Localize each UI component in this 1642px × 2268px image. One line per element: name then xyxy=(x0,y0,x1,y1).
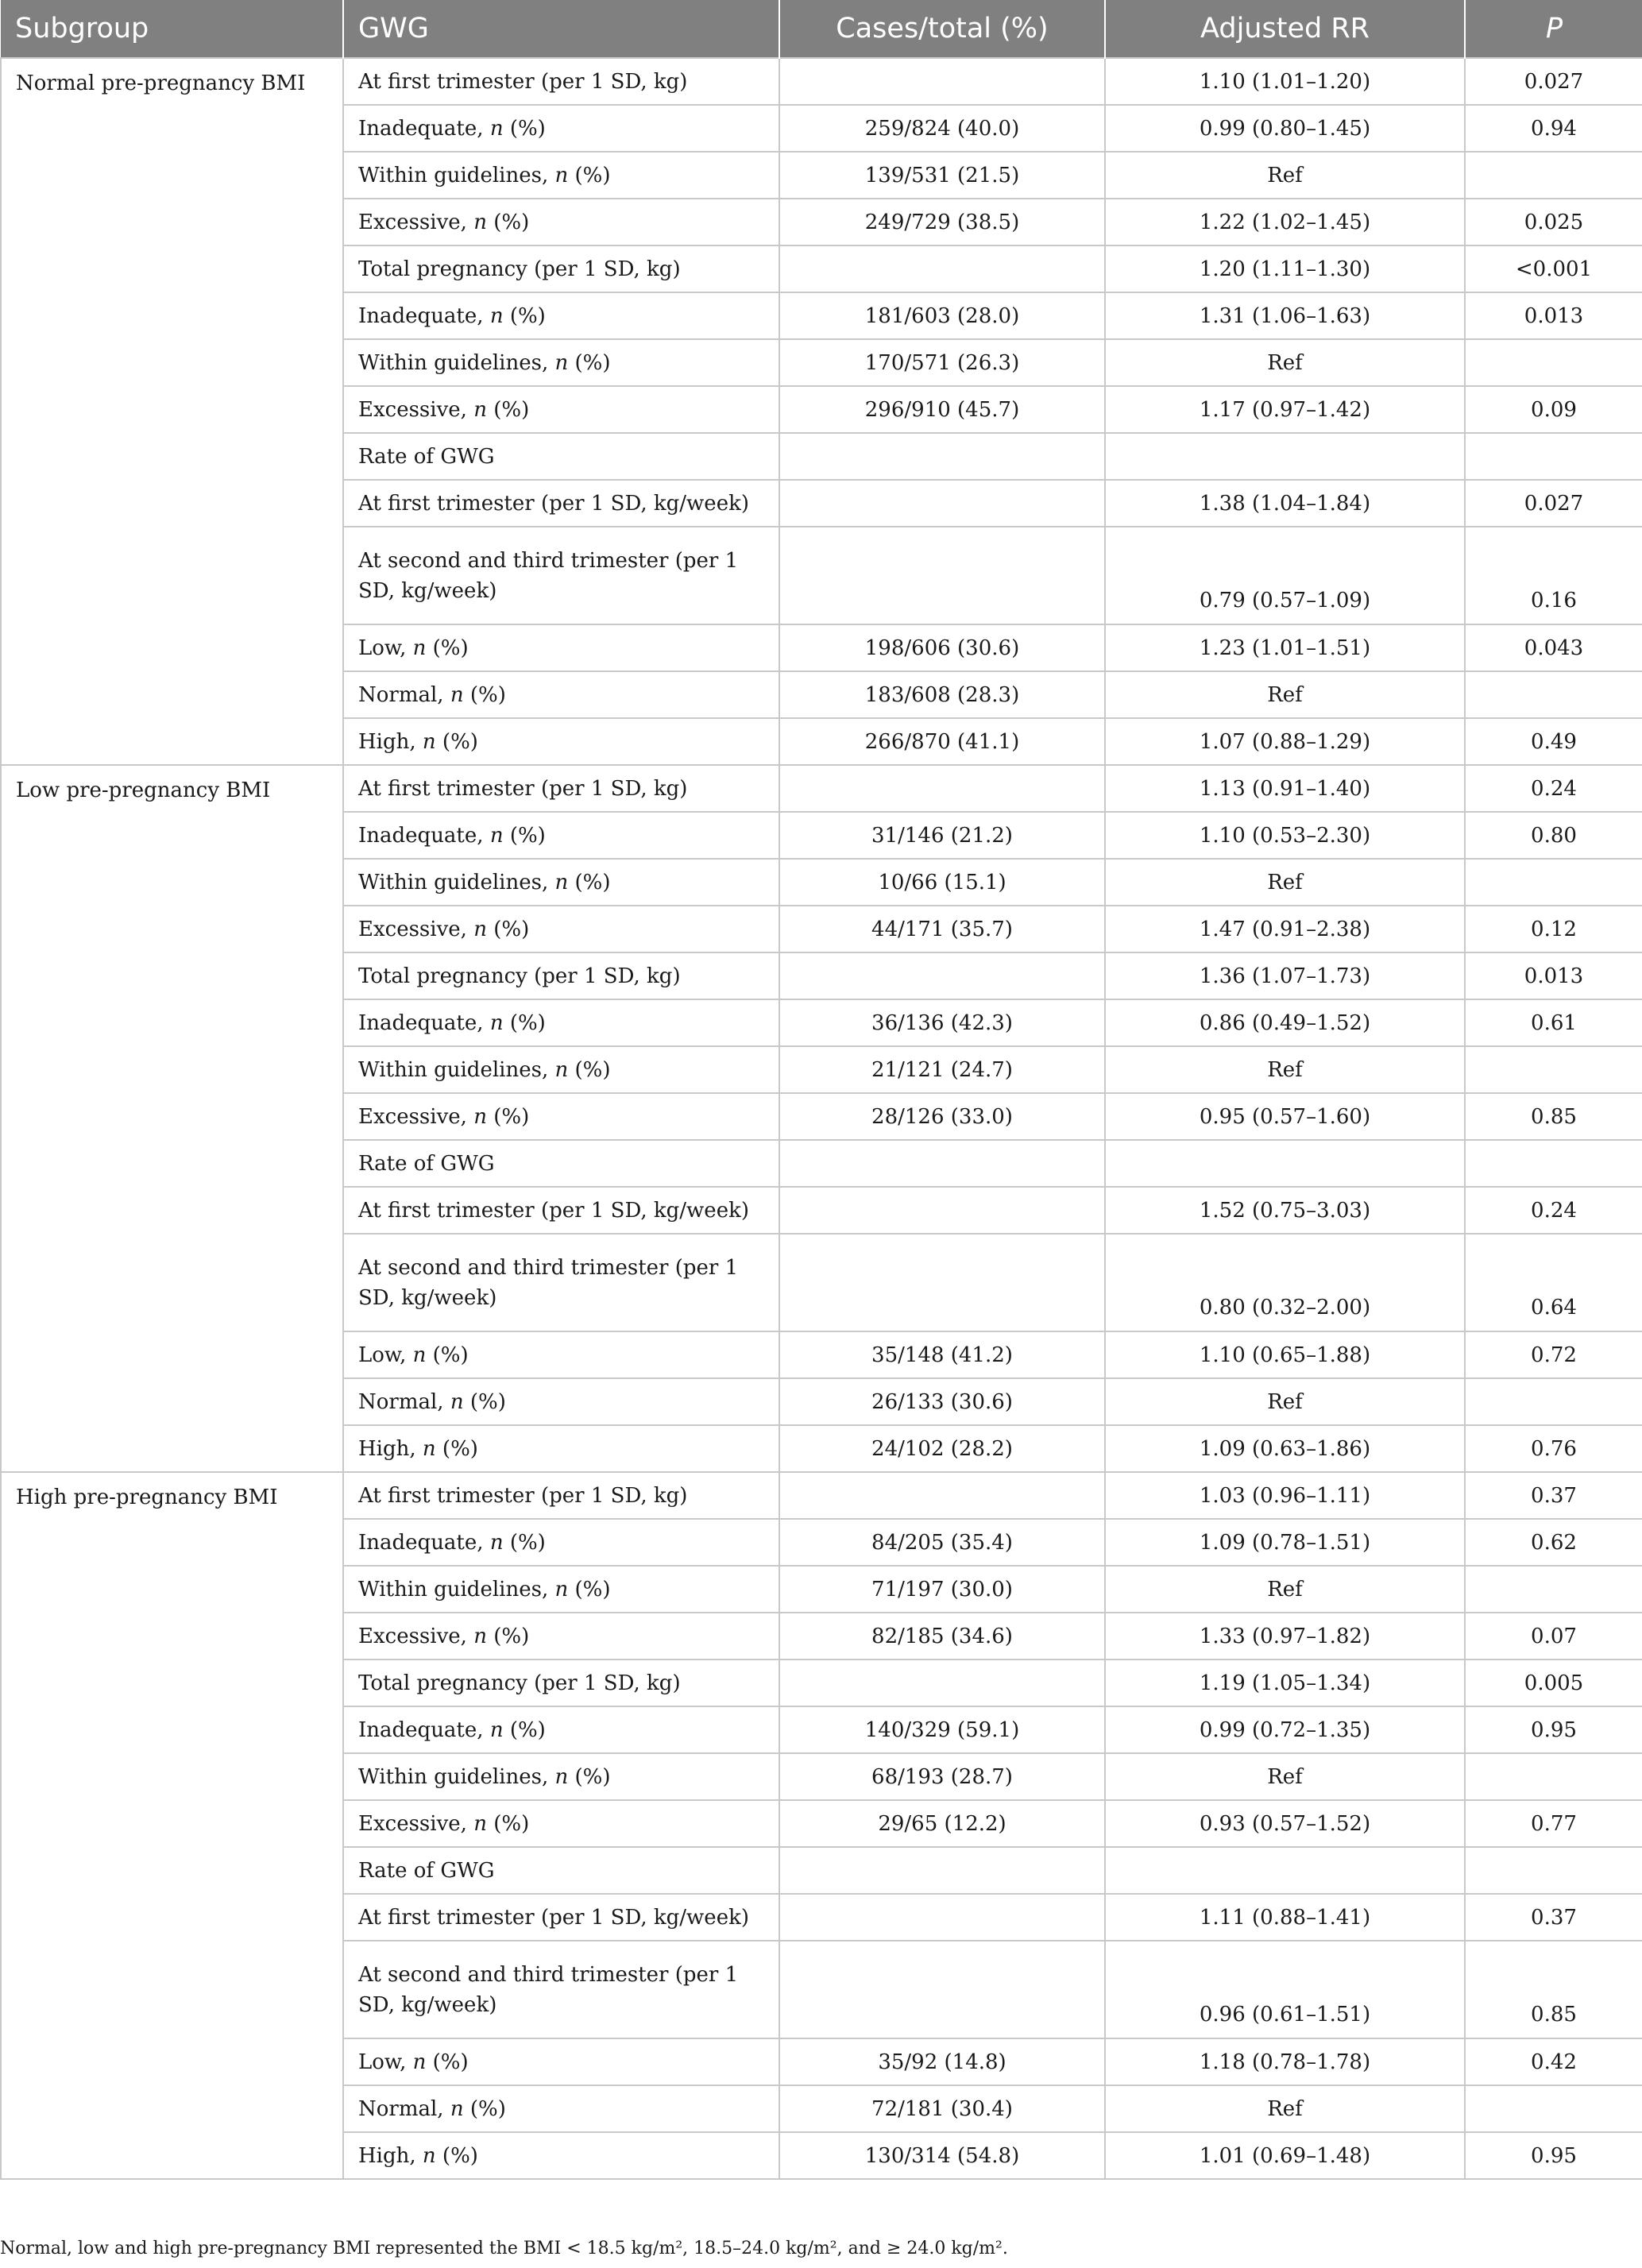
p-value-cell: 0.76 xyxy=(1465,1425,1642,1472)
p-value-cell xyxy=(1465,859,1642,906)
cases-total-cell xyxy=(779,1187,1105,1234)
adjusted-rr-cell: 1.10 (1.01–1.20) xyxy=(1105,58,1465,105)
cases-total-cell: 28/126 (33.0) xyxy=(779,1093,1105,1140)
gwg-label-cell: At first trimester (per 1 SD, kg) xyxy=(343,1472,779,1519)
gwg-label-cell: Inadequate, n (%) xyxy=(343,812,779,859)
subgroup-cell: Low pre-pregnancy BMI xyxy=(1,765,343,1472)
gwg-label-cell: Total pregnancy (per 1 SD, kg) xyxy=(343,1659,779,1706)
gwg-label-cell: Excessive, n (%) xyxy=(343,1800,779,1847)
p-value-cell: 0.16 xyxy=(1465,527,1642,624)
cases-total-cell: 24/102 (28.2) xyxy=(779,1425,1105,1472)
p-value-cell: 0.013 xyxy=(1465,292,1642,339)
p-value-cell: 0.043 xyxy=(1465,624,1642,671)
p-value-cell: 0.72 xyxy=(1465,1331,1642,1378)
p-value-cell: 0.027 xyxy=(1465,58,1642,105)
gwg-label-cell: Rate of GWG xyxy=(343,1847,779,1894)
cases-total-cell: 82/185 (34.6) xyxy=(779,1613,1105,1659)
header-p-value: P xyxy=(1465,0,1642,58)
adjusted-rr-cell: 1.33 (0.97–1.82) xyxy=(1105,1613,1465,1659)
adjusted-rr-cell: 0.80 (0.32–2.00) xyxy=(1105,1234,1465,1331)
gwg-label-cell: Excessive, n (%) xyxy=(343,906,779,952)
cases-total-cell xyxy=(779,1472,1105,1519)
cases-total-cell: 71/197 (30.0) xyxy=(779,1566,1105,1613)
cases-total-cell: 35/148 (41.2) xyxy=(779,1331,1105,1378)
p-value-cell xyxy=(1465,152,1642,199)
gwg-label-cell: At first trimester (per 1 SD, kg) xyxy=(343,765,779,812)
gwg-label-cell: Within guidelines, n (%) xyxy=(343,1046,779,1093)
gwg-label-cell: Inadequate, n (%) xyxy=(343,999,779,1046)
adjusted-rr-cell: Ref xyxy=(1105,1566,1465,1613)
gwg-label-cell: High, n (%) xyxy=(343,1425,779,1472)
p-value-cell: 0.005 xyxy=(1465,1659,1642,1706)
p-value-cell xyxy=(1465,1140,1642,1187)
p-value-cell: <0.001 xyxy=(1465,245,1642,292)
p-value-cell: 0.94 xyxy=(1465,105,1642,152)
cases-total-cell xyxy=(779,1234,1105,1331)
table-footnote: Normal, low and high pre-pregnancy BMI represented the BMI < 18.5 kg/m², 18.5–24.0 kg/m², and ≥ 24.0 kg/m². xyxy=(0,2239,1008,2258)
cases-total-cell xyxy=(779,1140,1105,1187)
table-row xyxy=(1,58,1642,105)
gwg-label-cell: Excessive, n (%) xyxy=(343,1613,779,1659)
p-value-cell xyxy=(1465,1378,1642,1425)
gwg-label-cell: Low, n (%) xyxy=(343,624,779,671)
p-value-cell: 0.85 xyxy=(1465,1941,1642,2038)
adjusted-rr-cell: 1.36 (1.07–1.73) xyxy=(1105,952,1465,999)
gwg-label-cell: High, n (%) xyxy=(343,718,779,765)
p-value-cell xyxy=(1465,671,1642,718)
p-value-cell: 0.24 xyxy=(1465,1187,1642,1234)
gwg-label-cell: High, n (%) xyxy=(343,2132,779,2179)
p-value-cell: 0.013 xyxy=(1465,952,1642,999)
cases-total-cell: 266/870 (41.1) xyxy=(779,718,1105,765)
subgroup-cell: Normal pre-pregnancy BMI xyxy=(1,58,343,765)
p-value-cell: 0.62 xyxy=(1465,1519,1642,1566)
cases-total-cell: 21/121 (24.7) xyxy=(779,1046,1105,1093)
cases-total-cell: 26/133 (30.6) xyxy=(779,1378,1105,1425)
cases-total-cell: 259/824 (40.0) xyxy=(779,105,1105,152)
gwg-label-cell: Within guidelines, n (%) xyxy=(343,1753,779,1800)
gwg-label-cell: Normal, n (%) xyxy=(343,2085,779,2132)
adjusted-rr-cell: 0.95 (0.57–1.60) xyxy=(1105,1093,1465,1140)
p-value-cell: 0.49 xyxy=(1465,718,1642,765)
cases-total-cell xyxy=(779,433,1105,480)
p-value-cell: 0.37 xyxy=(1465,1894,1642,1941)
cases-total-cell: 181/603 (28.0) xyxy=(779,292,1105,339)
p-value-cell: 0.09 xyxy=(1465,386,1642,433)
adjusted-rr-cell: Ref xyxy=(1105,859,1465,906)
subgroup-cell: High pre-pregnancy BMI xyxy=(1,1472,343,2179)
cases-total-cell: 170/571 (26.3) xyxy=(779,339,1105,386)
cases-total-cell: 198/606 (30.6) xyxy=(779,624,1105,671)
p-value-cell xyxy=(1465,1847,1642,1894)
p-value-cell: 0.24 xyxy=(1465,765,1642,812)
adjusted-rr-cell: 1.09 (0.63–1.86) xyxy=(1105,1425,1465,1472)
adjusted-rr-cell: 0.86 (0.49–1.52) xyxy=(1105,999,1465,1046)
adjusted-rr-cell xyxy=(1105,1847,1465,1894)
cases-total-cell: 10/66 (15.1) xyxy=(779,859,1105,906)
adjusted-rr-cell: 1.52 (0.75–3.03) xyxy=(1105,1187,1465,1234)
p-value-cell xyxy=(1465,1566,1642,1613)
gwg-label-cell: Within guidelines, n (%) xyxy=(343,152,779,199)
cases-total-cell xyxy=(779,765,1105,812)
adjusted-rr-cell xyxy=(1105,433,1465,480)
header-gwg: GWG xyxy=(343,0,779,58)
adjusted-rr-cell: 0.79 (0.57–1.09) xyxy=(1105,527,1465,624)
gwg-label-cell: At second and third trimester (per 1 SD, kg/week) xyxy=(343,527,779,624)
header-subgroup: Subgroup xyxy=(1,0,343,58)
cases-total-cell: 183/608 (28.3) xyxy=(779,671,1105,718)
table-row xyxy=(1,1472,1642,1519)
table-body xyxy=(1,58,1642,2179)
cases-total-cell: 29/65 (12.2) xyxy=(779,1800,1105,1847)
p-value-cell xyxy=(1465,2085,1642,2132)
cases-total-cell xyxy=(779,245,1105,292)
p-value-cell: 0.027 xyxy=(1465,480,1642,527)
adjusted-rr-cell: Ref xyxy=(1105,1046,1465,1093)
cases-total-cell: 139/531 (21.5) xyxy=(779,152,1105,199)
adjusted-rr-cell: 1.13 (0.91–1.40) xyxy=(1105,765,1465,812)
gwg-label-cell: Within guidelines, n (%) xyxy=(343,339,779,386)
cases-total-cell: 68/193 (28.7) xyxy=(779,1753,1105,1800)
adjusted-rr-cell: 1.38 (1.04–1.84) xyxy=(1105,480,1465,527)
adjusted-rr-cell: 1.17 (0.97–1.42) xyxy=(1105,386,1465,433)
table-row xyxy=(1,765,1642,812)
adjusted-rr-cell: 0.93 (0.57–1.52) xyxy=(1105,1800,1465,1847)
adjusted-rr-cell: 1.22 (1.02–1.45) xyxy=(1105,199,1465,245)
adjusted-rr-cell: Ref xyxy=(1105,1753,1465,1800)
cases-total-cell: 72/181 (30.4) xyxy=(779,2085,1105,2132)
p-value-cell: 0.77 xyxy=(1465,1800,1642,1847)
adjusted-rr-cell: 1.18 (0.78–1.78) xyxy=(1105,2038,1465,2085)
cases-total-cell: 84/205 (35.4) xyxy=(779,1519,1105,1566)
cases-total-cell xyxy=(779,952,1105,999)
p-value-cell: 0.64 xyxy=(1465,1234,1642,1331)
adjusted-rr-cell: Ref xyxy=(1105,152,1465,199)
gwg-label-cell: At second and third trimester (per 1 SD, kg/week) xyxy=(343,1234,779,1331)
cases-total-cell xyxy=(779,480,1105,527)
gwg-label-cell: Within guidelines, n (%) xyxy=(343,1566,779,1613)
adjusted-rr-cell: 1.20 (1.11–1.30) xyxy=(1105,245,1465,292)
p-value-cell: 0.85 xyxy=(1465,1093,1642,1140)
header-cases: Cases/total (%) xyxy=(779,0,1105,58)
gwg-label-cell: At first trimester (per 1 SD, kg/week) xyxy=(343,1187,779,1234)
p-value-cell: 0.42 xyxy=(1465,2038,1642,2085)
gwg-label-cell: Inadequate, n (%) xyxy=(343,292,779,339)
p-value-cell: 0.025 xyxy=(1465,199,1642,245)
table-header xyxy=(1,0,1642,58)
gwg-label-cell: Normal, n (%) xyxy=(343,1378,779,1425)
adjusted-rr-cell: 1.03 (0.96–1.11) xyxy=(1105,1472,1465,1519)
adjusted-rr-cell: Ref xyxy=(1105,2085,1465,2132)
adjusted-rr-cell: Ref xyxy=(1105,671,1465,718)
p-value-cell xyxy=(1465,1046,1642,1093)
p-value-cell xyxy=(1465,339,1642,386)
gwg-label-cell: At first trimester (per 1 SD, kg) xyxy=(343,58,779,105)
cases-total-cell xyxy=(779,58,1105,105)
gwg-label-cell: Normal, n (%) xyxy=(343,671,779,718)
gwg-label-cell: Excessive, n (%) xyxy=(343,1093,779,1140)
gwg-label-cell: Low, n (%) xyxy=(343,2038,779,2085)
adjusted-rr-cell: Ref xyxy=(1105,1378,1465,1425)
adjusted-rr-cell: 1.10 (0.53–2.30) xyxy=(1105,812,1465,859)
gwg-label-cell: At first trimester (per 1 SD, kg/week) xyxy=(343,480,779,527)
gwg-label-cell: Excessive, n (%) xyxy=(343,386,779,433)
gwg-label-cell: Inadequate, n (%) xyxy=(343,1519,779,1566)
p-value-cell xyxy=(1465,1753,1642,1800)
cases-total-cell: 35/92 (14.8) xyxy=(779,2038,1105,2085)
header-row xyxy=(1,0,1642,58)
p-value-cell: 0.95 xyxy=(1465,1706,1642,1753)
cases-total-cell xyxy=(779,1941,1105,2038)
adjusted-rr-cell: 1.31 (1.06–1.63) xyxy=(1105,292,1465,339)
header-adjusted-rr: Adjusted RR xyxy=(1105,0,1465,58)
adjusted-rr-cell: 1.09 (0.78–1.51) xyxy=(1105,1519,1465,1566)
adjusted-rr-cell: 1.19 (1.05–1.34) xyxy=(1105,1659,1465,1706)
p-value-cell: 0.61 xyxy=(1465,999,1642,1046)
cases-total-cell xyxy=(779,1659,1105,1706)
cases-total-cell: 130/314 (54.8) xyxy=(779,2132,1105,2179)
gwg-label-cell: Rate of GWG xyxy=(343,1140,779,1187)
gwg-label-cell: Within guidelines, n (%) xyxy=(343,859,779,906)
cases-total-cell: 36/136 (42.3) xyxy=(779,999,1105,1046)
adjusted-rr-cell: 0.99 (0.72–1.35) xyxy=(1105,1706,1465,1753)
adjusted-rr-cell: Ref xyxy=(1105,339,1465,386)
gwg-label-cell: At second and third trimester (per 1 SD, kg/week) xyxy=(343,1941,779,2038)
p-value-cell: 0.07 xyxy=(1465,1613,1642,1659)
gwg-label-cell: Low, n (%) xyxy=(343,1331,779,1378)
adjusted-rr-cell: 1.47 (0.91–2.38) xyxy=(1105,906,1465,952)
gwg-label-cell: Rate of GWG xyxy=(343,433,779,480)
adjusted-rr-cell xyxy=(1105,1140,1465,1187)
gwg-label-cell: Total pregnancy (per 1 SD, kg) xyxy=(343,245,779,292)
cases-total-cell: 140/329 (59.1) xyxy=(779,1706,1105,1753)
adjusted-rr-cell: 0.99 (0.80–1.45) xyxy=(1105,105,1465,152)
adjusted-rr-cell: 1.10 (0.65–1.88) xyxy=(1105,1331,1465,1378)
p-value-cell: 0.37 xyxy=(1465,1472,1642,1519)
adjusted-rr-cell: 1.07 (0.88–1.29) xyxy=(1105,718,1465,765)
cases-total-cell: 296/910 (45.7) xyxy=(779,386,1105,433)
cases-total-cell: 31/146 (21.2) xyxy=(779,812,1105,859)
cases-total-cell xyxy=(779,527,1105,624)
adjusted-rr-cell: 0.96 (0.61–1.51) xyxy=(1105,1941,1465,2038)
p-value-cell: 0.95 xyxy=(1465,2132,1642,2179)
adjusted-rr-cell: 1.23 (1.01–1.51) xyxy=(1105,624,1465,671)
p-value-cell: 0.80 xyxy=(1465,812,1642,859)
cases-total-cell: 249/729 (38.5) xyxy=(779,199,1105,245)
gwg-label-cell: Inadequate, n (%) xyxy=(343,1706,779,1753)
cases-total-cell: 44/171 (35.7) xyxy=(779,906,1105,952)
cases-total-cell xyxy=(779,1847,1105,1894)
gwg-label-cell: Inadequate, n (%) xyxy=(343,105,779,152)
p-value-cell xyxy=(1465,433,1642,480)
cases-total-cell xyxy=(779,1894,1105,1941)
gwg-label-cell: Total pregnancy (per 1 SD, kg) xyxy=(343,952,779,999)
adjusted-rr-cell: 1.01 (0.69–1.48) xyxy=(1105,2132,1465,2179)
adjusted-rr-cell: 1.11 (0.88–1.41) xyxy=(1105,1894,1465,1941)
gwg-label-cell: Excessive, n (%) xyxy=(343,199,779,245)
p-value-cell: 0.12 xyxy=(1465,906,1642,952)
gwg-label-cell: At first trimester (per 1 SD, kg/week) xyxy=(343,1894,779,1941)
